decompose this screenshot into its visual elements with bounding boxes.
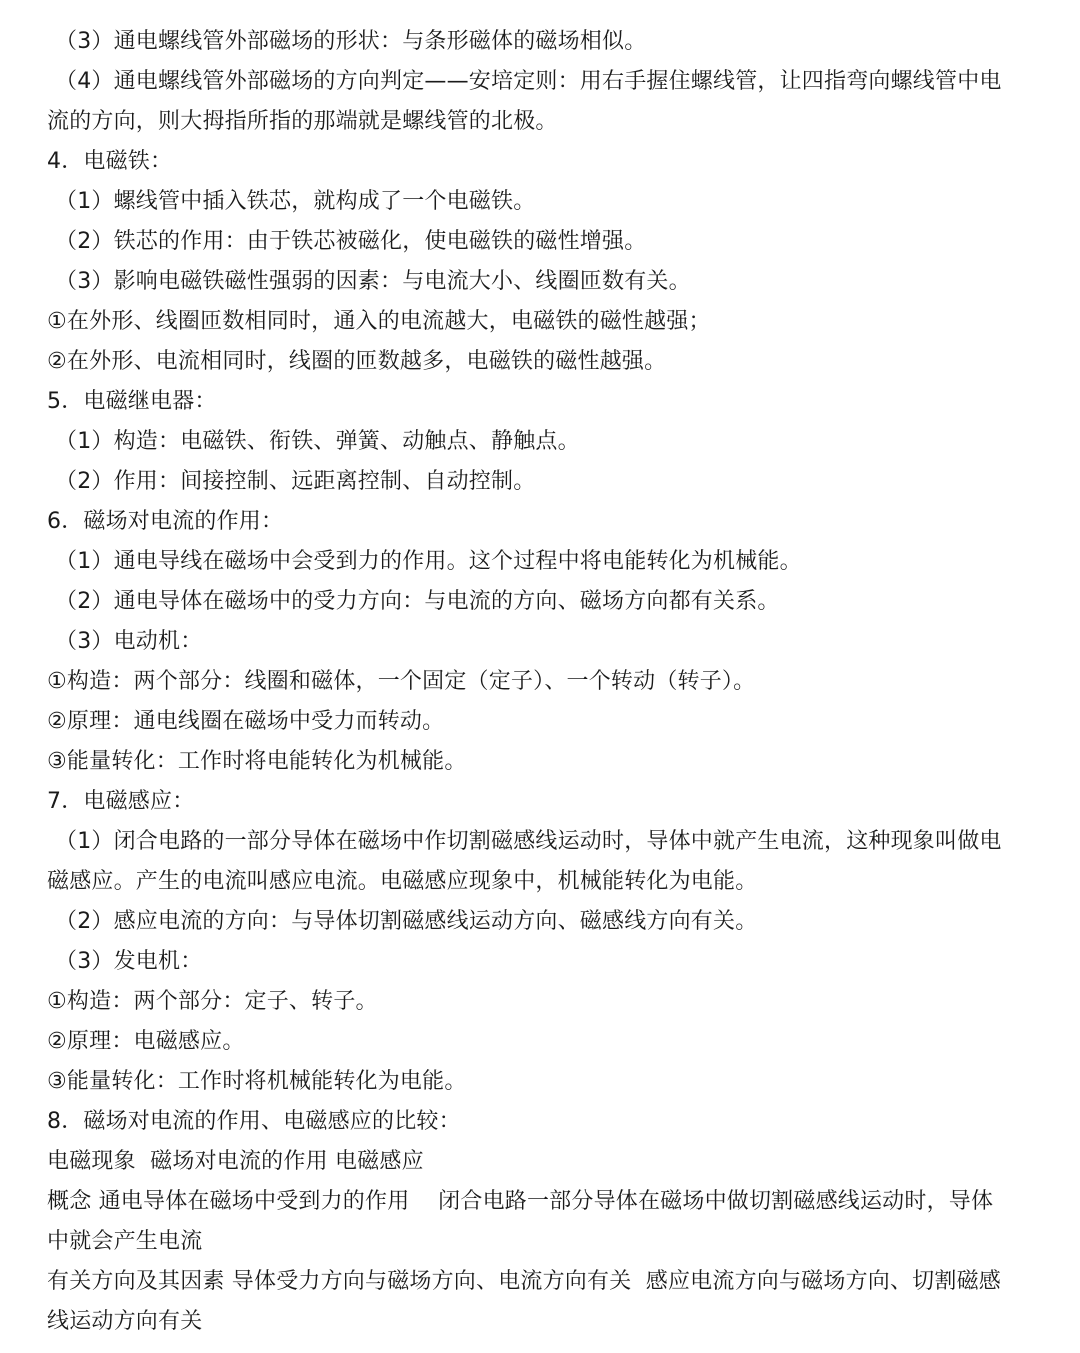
section-heading: 5．电磁继电器：: [47, 389, 217, 414]
text-line: （2）作用：间接控制、远距离控制、自动控制。: [55, 469, 536, 494]
text-line: （4）通电螺线管外部磁场的方向判定——安培定则：用右手握住螺线管，让四指弯向螺线管中电: [55, 69, 1002, 94]
text-line: （3）通电螺线管外部磁场的形状：与条形磁体的磁场相似。: [55, 29, 647, 54]
section-heading: 4．电磁铁：: [47, 149, 173, 174]
text-line: （3）发电机：: [55, 949, 203, 974]
document-body: [47, 22, 1037, 1342]
section-heading: 8．磁场对电流的作用、电磁感应的比较：: [47, 1109, 461, 1134]
text-line: （1）闭合电路的一部分导体在磁场中作切割磁感线运动时，导体中就产生电流，这种现象叫做电: [55, 829, 1002, 854]
comparison-table-row: 概念 通电导体在磁场中受到力的作用 闭合电路一部分导体在磁场中做切割磁感线运动时，导体: [47, 1189, 994, 1214]
comparison-table-header: 电磁现象 磁场对电流的作用 电磁感应: [47, 1149, 424, 1174]
text-line: ①构造：两个部分：定子、转子。: [47, 989, 378, 1014]
text-line: ③能量转化：工作时将电能转化为机械能。: [47, 749, 467, 774]
text-line: ②在外形、电流相同时，线圈的匝数越多，电磁铁的磁性越强。: [47, 349, 667, 374]
text-line: （1）通电导线在磁场中会受到力的作用。这个过程中将电能转化为机械能。: [55, 549, 802, 574]
text-line: （2）感应电流的方向：与导体切割磁感线运动方向、磁感线方向有关。: [55, 909, 758, 934]
section-heading: 6．磁场对电流的作用：: [47, 509, 284, 534]
text-line: （2）通电导体在磁场中的受力方向：与电流的方向、磁场方向都有关系。: [55, 589, 780, 614]
comparison-table-row: 线运动方向有关: [47, 1309, 203, 1334]
text-line: （2）铁芯的作用：由于铁芯被磁化，使电磁铁的磁性增强。: [55, 229, 647, 254]
text-line: ①在外形、线圈匝数相同时，通入的电流越大，电磁铁的磁性越强；: [47, 309, 711, 334]
text-line: ②原理：通电线圈在磁场中受力而转动。: [47, 709, 445, 734]
text-line: （1）构造：电磁铁、衔铁、弹簧、动触点、静触点。: [55, 429, 580, 454]
comparison-table-row: 有关方向及其因素 导体受力方向与磁场方向、电流方向有关 感应电流方向与磁场方向、切割磁感: [47, 1269, 1001, 1294]
text-line: 磁感应。产生的电流叫感应电流。电磁感应现象中，机械能转化为电能。: [47, 869, 758, 894]
text-line: ③能量转化：工作时将机械能转化为电能。: [47, 1069, 467, 1094]
text-line: 流的方向，则大拇指所指的那端就是螺线管的北极。: [47, 109, 558, 134]
text-line: （3）电动机：: [55, 629, 203, 654]
comparison-table-row: 中就会产生电流: [47, 1229, 203, 1254]
section-heading: 7．电磁感应：: [47, 789, 195, 814]
text-line: （1）螺线管中插入铁芯，就构成了一个电磁铁。: [55, 189, 536, 214]
text-line: （3）影响电磁铁磁性强弱的因素：与电流大小、线圈匝数有关。: [55, 269, 691, 294]
text-line: ②原理：电磁感应。: [47, 1029, 245, 1054]
text-line: ①构造：两个部分：线圈和磁体，一个固定（定子）、一个转动（转子）。: [47, 669, 756, 694]
